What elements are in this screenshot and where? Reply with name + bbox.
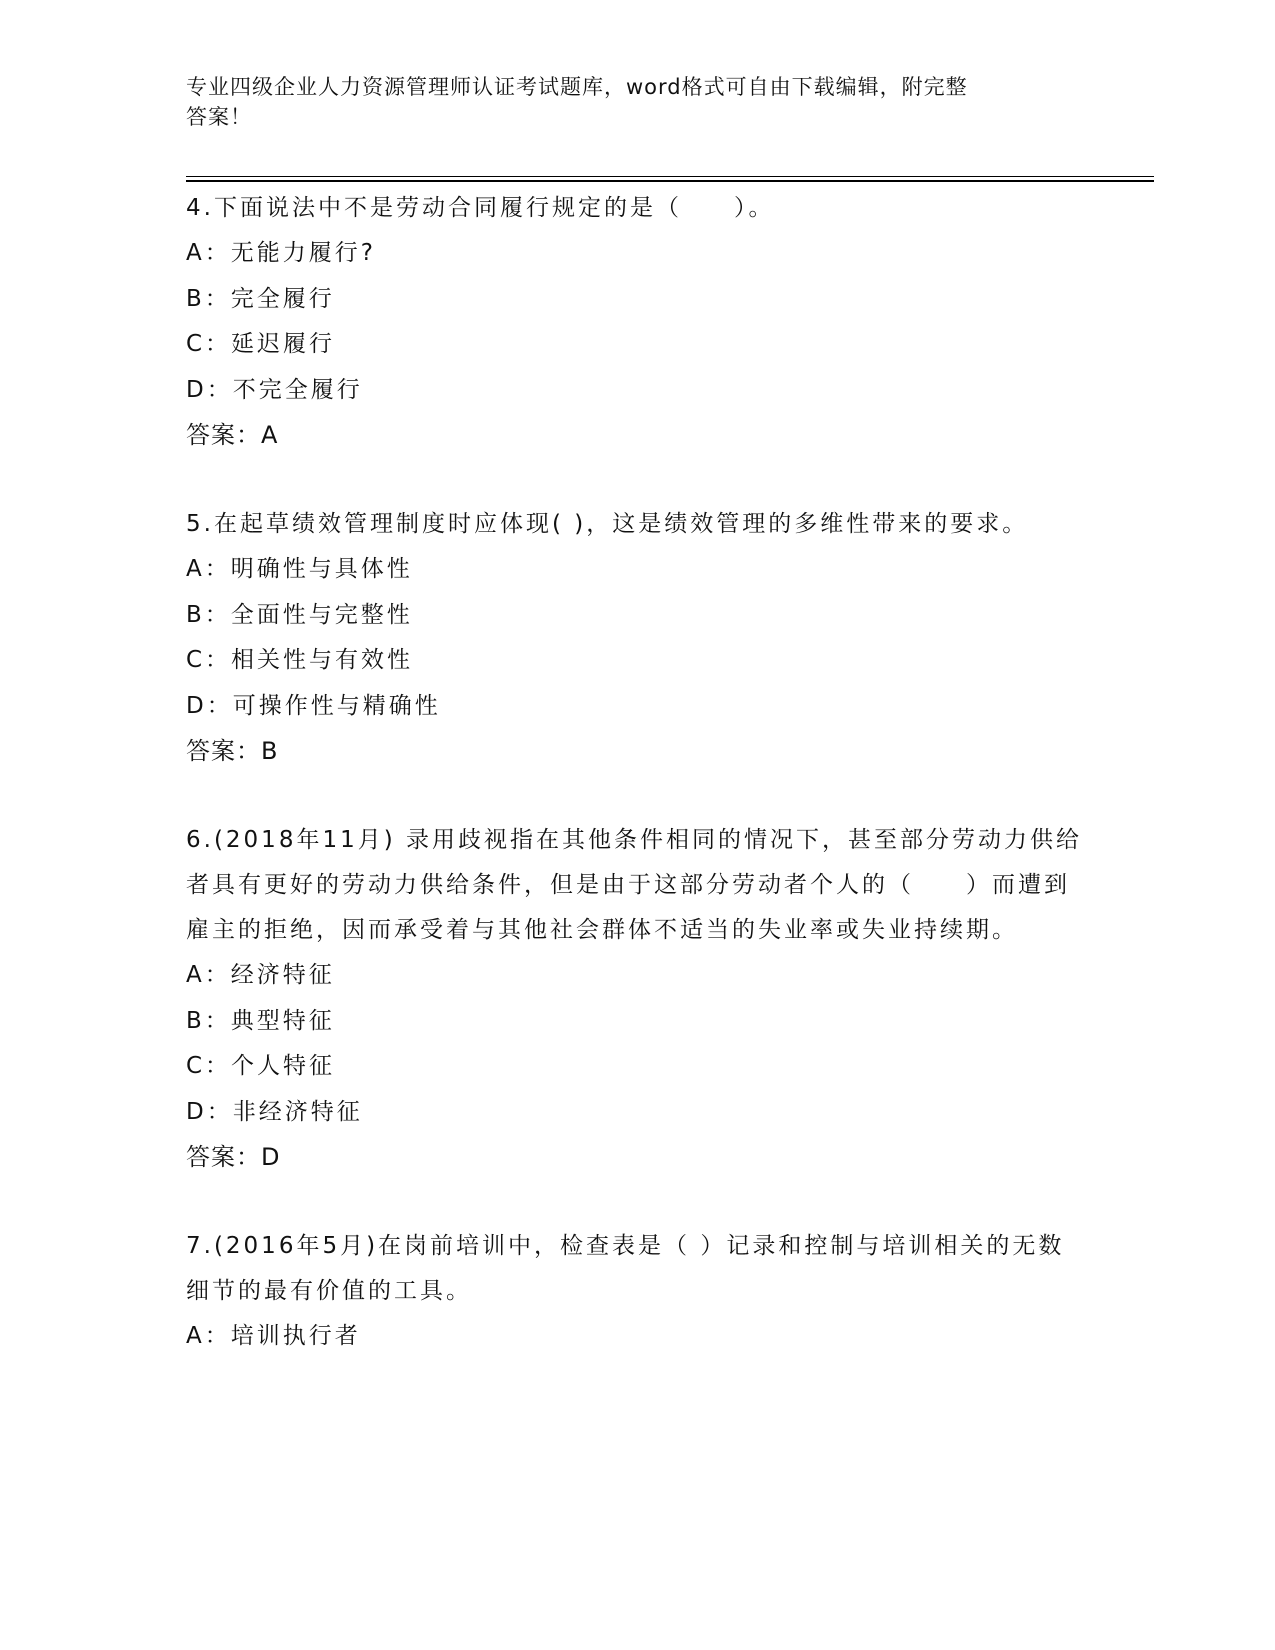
option-c: C：延迟履行 [186, 331, 336, 357]
question-7 [186, 1224, 1086, 1360]
answer: 答案：B [186, 737, 279, 765]
question-4 [186, 186, 1086, 458]
option-d: D：不完全履行 [186, 376, 363, 403]
option-c: C：相关性与有效性 [186, 647, 414, 673]
header-line-1: 专业四级企业人力资源管理师认证考试题库，word格式可自由下载编辑，附完整 [186, 75, 968, 99]
option-b: B：典型特征 [186, 1007, 335, 1034]
option-d: D：可操作性与精确性 [186, 692, 441, 719]
header-divider-thick [186, 180, 1154, 182]
question-5 [186, 502, 1086, 774]
question-text: 5.在起草绩效管理制度时应体现( )，这是绩效管理的多维性带来的要求。 [186, 511, 1029, 537]
option-a: A：无能力履行? [186, 240, 376, 266]
option-b: B：全面性与完整性 [186, 601, 413, 628]
answer: 答案：D [186, 1143, 281, 1171]
question-6 [186, 818, 1086, 1180]
option-a: A：经济特征 [186, 962, 335, 988]
option-b: B：完全履行 [186, 285, 335, 312]
question-list [186, 186, 1086, 1404]
option-c: C：个人特征 [186, 1053, 336, 1079]
document-header [186, 72, 1066, 132]
question-text: 6.(2018年11月) 录用歧视指在其他条件相同的情况下，甚至部分劳动力供给者具有更好的劳动力供给条件，但是由于这部分劳动者个人的（ ）而遭到雇主的拒绝，因而承受着与其他社会群体不适当的失业率或失业持续期。 [186, 827, 1083, 943]
option-d: D：非经济特征 [186, 1098, 363, 1125]
question-text: 7.(2016年5月)在岗前培训中，检查表是（ ）记录和控制与培训相关的无数细节的最有价值的工具。 [186, 1233, 1065, 1304]
answer: 答案：A [186, 421, 279, 449]
header-divider [186, 176, 1154, 177]
option-a: A：培训执行者 [186, 1323, 361, 1349]
header-line-2: 答案！ [186, 105, 252, 129]
option-a: A：明确性与具体性 [186, 556, 413, 582]
question-text: 4.下面说法中不是劳动合同履行规定的是（ ）。 [186, 195, 775, 221]
